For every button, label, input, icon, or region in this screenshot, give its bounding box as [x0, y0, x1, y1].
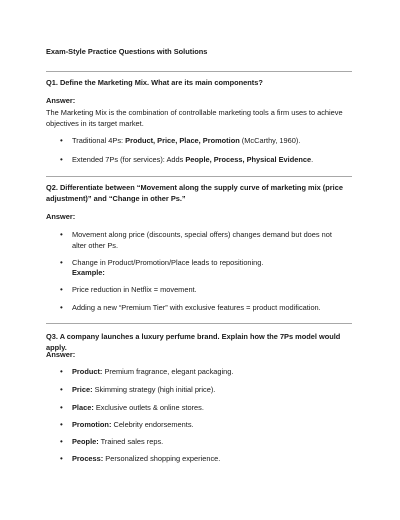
q1-bullet-7ps: • Extended 7Ps (for services): Adds People, Process, Physical Evidence.	[72, 154, 344, 165]
q3-item-product: • Product: Premium fragrance, elegant packaging.	[72, 366, 344, 377]
question-3: Q3. A company launches a luxury perfume brand. Explain how the 7Ps model would apply.	[46, 332, 341, 352]
q2-bullet-premium-tier: • Adding a new “Premium Tier” with exclusive features = product modification.	[72, 302, 344, 313]
question-1: Q1. Define the Marketing Mix. What are its main components?	[46, 78, 263, 87]
answer-label: Answer:	[46, 350, 76, 359]
q3-item-price: • Price: Skimming strategy (high initial price).	[72, 384, 344, 395]
q3-item-promotion: • Promotion: Celebrity endorsements.	[72, 419, 344, 430]
answer-label: Answer:	[46, 212, 76, 221]
q3-item-place: • Place: Exclusive outlets & online stores.	[72, 402, 344, 413]
q1-definition: The Marketing Mix is the combination of controllable marketing tools a firm uses to achieve objectives in its target market.	[46, 108, 343, 128]
answer-label: Answer:	[46, 96, 76, 105]
divider	[46, 323, 352, 324]
q2-example-label: Example:	[72, 268, 105, 277]
divider	[46, 176, 352, 177]
q3-item-process: • Process: Personalized shopping experience.	[72, 453, 344, 464]
q2-bullet-netflix: • Price reduction in Netflix = movement.	[72, 284, 344, 295]
q2-bullet-movement: • Movement along price (discounts, special offers) changes demand but does not alter other Ps.	[72, 229, 344, 251]
q3-item-people: • People: Trained sales reps.	[72, 436, 344, 447]
divider	[46, 71, 352, 72]
q1-bullet-4ps: • Traditional 4Ps: Product, Price, Place, Promotion (McCarthy, 1960).	[72, 135, 344, 146]
q2-bullet-change: • Change in Product/Promotion/Place leads to repositioning.	[72, 257, 344, 268]
question-2: Q2. Differentiate between “Movement along the supply curve of marketing mix (price adjustment)” and “Change in other Ps.”	[46, 183, 343, 203]
document-title: Exam-Style Practice Questions with Solutions	[46, 47, 208, 56]
